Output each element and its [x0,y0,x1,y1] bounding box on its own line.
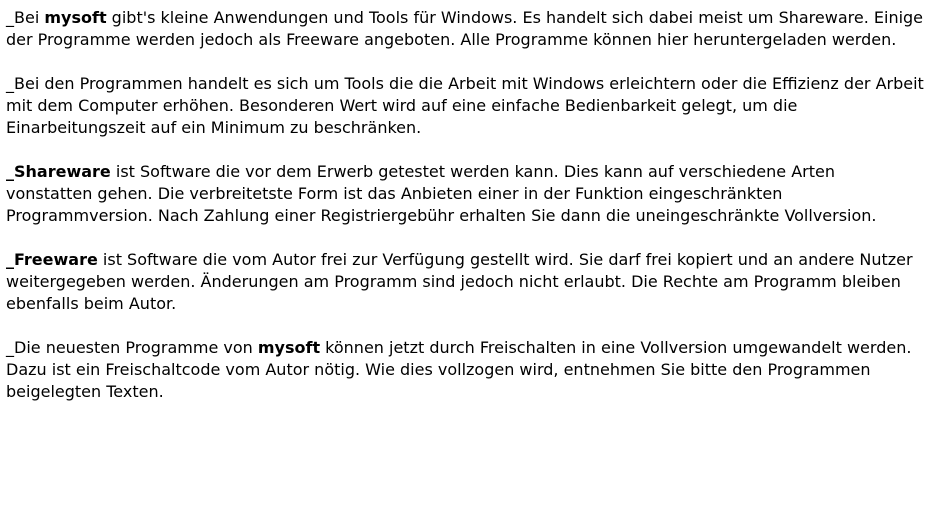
text-span: ist Software die vor dem Erwerb getestet werden kann. Dies kann auf verschiedene Arten vonstatten gehen. Die verbreitetste Form ist das Anbieten einer in der Funktion eingeschränkten Programmversion. Nach Zahlung einer Registriergebühr erhalten Sie dann die uneingeschränkte Vollversion. [6,162,877,225]
text-span: ist Software die vom Autor frei zur Verfügung gestellt wird. Sie darf frei kopiert und an andere Nutzer weitergegeben werden. Änderungen am Programm sind jedoch nicht erlaubt. Die Rechte am Programm bleiben ebenfalls beim Autor. [6,250,913,313]
text-span: können jetzt durch Freischalten in eine Vollversion umgewandelt werden. Dazu ist ein Freischaltcode vom Autor nötig. Wie dies vollzogen wird, entnehmen Sie bitte den Programmen beigelegten Texten. [6,338,912,401]
text-span: _Bei [6,8,45,27]
text-span: _Die neuesten Programme von [6,338,258,357]
paragraph-intro [6,7,926,51]
brand-name: mysoft [257,338,321,357]
text-span: gibt's kleine Anwendungen und Tools für Windows. Es handelt sich dabei meist um Shareware. Einige der Programme werden jedoch als Freeware angeboten. Alle Programme können hier heruntergeladen werden. [6,8,924,49]
term-freeware: _Freeware [6,250,98,269]
paragraph-unlock [6,337,926,403]
paragraph-shareware [6,161,926,227]
info-text-block [6,7,926,425]
paragraph-freeware [6,249,926,315]
text-span: _Bei den Programmen handelt es sich um Tools die die Arbeit mit Windows erleichtern oder die Effizienz der Arbeit mit dem Computer erhöhen. Besonderen Wert wird auf eine einfache Bedienbarkeit gelegt, um die Einarbeitungszeit auf ein Minimum zu beschränken. [6,74,924,137]
paragraph-tools [6,73,926,139]
term-shareware: _Shareware [6,162,111,181]
brand-name: mysoft [44,8,107,27]
